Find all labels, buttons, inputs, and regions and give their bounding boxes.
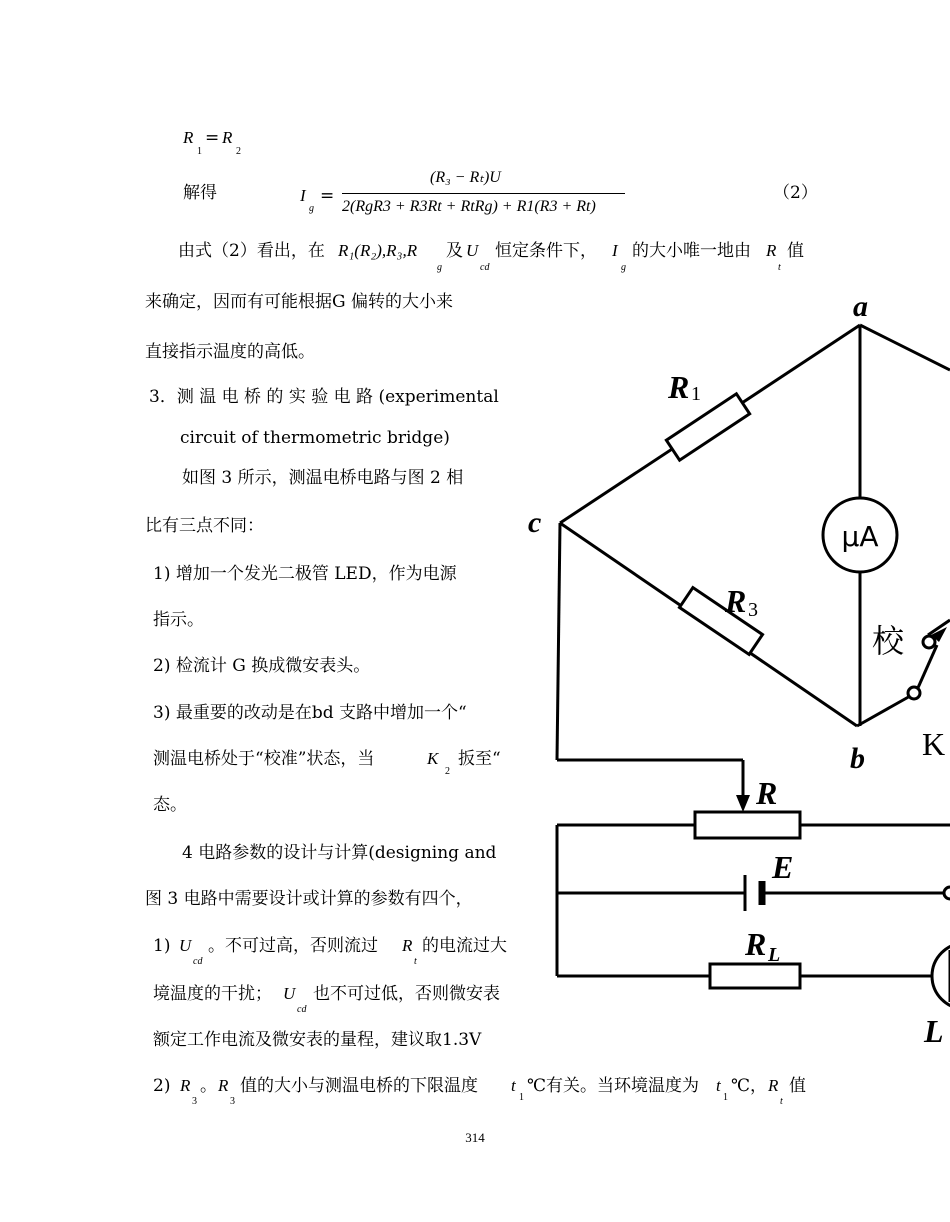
switch-label: 校	[872, 622, 905, 660]
p1-u: U	[466, 241, 479, 260]
s4-heading: 4 电路参数的设计与计算(designing and	[182, 843, 497, 863]
eq1-rhs: R	[222, 128, 233, 147]
wiper-arrow	[736, 795, 750, 812]
led	[932, 943, 950, 1009]
s3-item3-line2a: 测温电桥处于“校准”状态，当	[153, 749, 375, 769]
eq2-number: （2）	[773, 183, 818, 203]
p1-i: I	[612, 241, 618, 260]
p1-u-sub: cd	[480, 262, 490, 273]
node-b-label: b	[850, 742, 865, 775]
potentiometer	[695, 812, 800, 838]
p1-line1b: 恒定条件下，	[495, 241, 597, 261]
p1-r-list-g: g	[437, 262, 442, 273]
s4-item1-u2-sub: cd	[297, 1004, 307, 1015]
p1-rt-sub: t	[778, 262, 781, 273]
p1-line1c: 的大小唯一地由	[632, 241, 751, 261]
p1-rt: R	[766, 241, 777, 260]
s4-item2-t1-sub: 1	[519, 1092, 524, 1103]
rl-sub: L	[768, 944, 781, 966]
eq1-rhs-sub: 2	[236, 146, 241, 157]
s3-heading-line1: 3．测 温 电 桥 的 实 验 电 路 (experimental	[149, 387, 499, 407]
p1-line1d: 值	[787, 241, 804, 261]
s4-item1-text2: 的电流过大	[422, 936, 507, 956]
pot-label: R	[756, 775, 778, 811]
s4-item2-r3b-sub: 3	[230, 1096, 235, 1107]
s4-item2-num: 2)	[153, 1076, 171, 1096]
s4-item2-t1b: t	[716, 1076, 721, 1095]
s4-item2-text3: ℃，	[731, 1076, 768, 1096]
s4-item2-text1: 值的大小与测温电桥的下限温度	[240, 1076, 478, 1096]
s4-item2-dot: 。	[200, 1076, 217, 1096]
s3-item1-line2: 指示。	[153, 610, 204, 630]
eq1-eq: =	[205, 128, 220, 148]
switch-contact-cal	[923, 636, 935, 648]
s4-item2-text4: 值	[789, 1076, 806, 1096]
page-number: 314	[465, 1130, 485, 1145]
led-label: L	[924, 1013, 944, 1049]
s4-item1-num: 1)	[153, 936, 171, 956]
eq2-label: 解得	[183, 183, 217, 203]
s4-para-line1: 图 3 电路中需要设计或计算的参数有四个，	[145, 889, 473, 909]
p1-r-list: R₁(R₂),R₃,R	[338, 241, 418, 260]
eq2-lhs-sub: g	[309, 203, 314, 214]
s3-heading-line2: circuit of thermometric bridge)	[180, 428, 450, 448]
s4-item1-u-sub: cd	[193, 956, 203, 967]
s3-item3-line1: 3) 最重要的改动是在bd 支路中增加一个“	[153, 703, 467, 723]
r1-label: R	[668, 369, 690, 405]
s3-para-line1: 如图 3 所示，测温电桥电路与图 2 相	[182, 468, 464, 488]
p1-and: 及	[446, 241, 463, 261]
switch-contact-b	[908, 687, 920, 699]
s4-item1-line2b: 也不可过低，否则微安表	[313, 984, 500, 1004]
r3-resistor	[679, 588, 762, 655]
eq1-lhs: R	[183, 128, 194, 147]
r3-label: R	[725, 583, 747, 619]
s4-item1-u2: U	[283, 984, 296, 1003]
s4-item2-r3: R	[180, 1076, 191, 1095]
s4-item2-rt: R	[768, 1076, 779, 1095]
s4-item2-t1b-sub: 1	[723, 1092, 728, 1103]
s4-item2-r3b: R	[218, 1076, 229, 1095]
eq2-lhs: I	[300, 186, 306, 205]
s4-item1-rt: R	[402, 936, 413, 955]
battery-label: E	[772, 849, 794, 885]
s3-item3-line2b: 扳至“	[458, 749, 501, 769]
s4-item2-t1: t	[511, 1076, 516, 1095]
node-c-label: c	[528, 506, 542, 539]
s3-item2: 2) 检流计 G 换成微安表头。	[153, 656, 371, 676]
p1-i-sub: g	[621, 262, 626, 273]
eq2-denominator: 2(RgR3 + R3Rt + RtRg) + R1(R3 + Rt)	[342, 198, 596, 215]
s4-item1-line2a: 境温度的干扰；	[153, 984, 272, 1004]
meter-label: μA	[841, 520, 879, 553]
node-a-label: a	[853, 290, 868, 323]
s3-k2-sub: 2	[445, 766, 450, 777]
eq2-fraction-bar	[342, 193, 625, 194]
s4-item1-line3: 额定工作电流及微安表的量程，建议取1.3V	[153, 1030, 482, 1050]
s4-item1-rt-sub: t	[414, 956, 417, 967]
s3-item1-line1: 1) 增加一个发光二极管 LED，作为电源	[153, 564, 457, 584]
s4-item1-text1: 。不可过高，否则流过	[208, 936, 378, 956]
k-label: K	[922, 726, 946, 762]
battery	[745, 875, 762, 911]
p1-line2: 来确定，因而有可能根据G 偏转的大小来	[145, 292, 453, 312]
rl-resistor	[710, 964, 800, 988]
s3-para-line2: 比有三点不同：	[145, 516, 264, 536]
p1-line1a: 由式（2）看出，在	[178, 241, 325, 261]
eq2-numerator: (R₃ − Rₜ)U	[430, 169, 501, 186]
s4-item2-rt-sub: t	[780, 1096, 783, 1107]
p1-line3: 直接指示温度的高低。	[145, 342, 315, 362]
bridge-circuit-figure	[520, 290, 950, 1060]
eq1-lhs-sub: 1	[197, 146, 202, 157]
r1-sub: 1	[691, 383, 701, 405]
s3-item3-line3: 态。	[153, 795, 187, 815]
s4-item2-r3-sub: 3	[192, 1096, 197, 1107]
s4-item2-text2: ℃有关。当环境温度为	[527, 1076, 700, 1096]
r3-sub: 3	[748, 599, 758, 621]
s3-k2: K	[427, 749, 439, 768]
eq2-eq: =	[320, 186, 335, 206]
rl-label: R	[745, 926, 767, 962]
s4-item1-u: U	[179, 936, 192, 955]
